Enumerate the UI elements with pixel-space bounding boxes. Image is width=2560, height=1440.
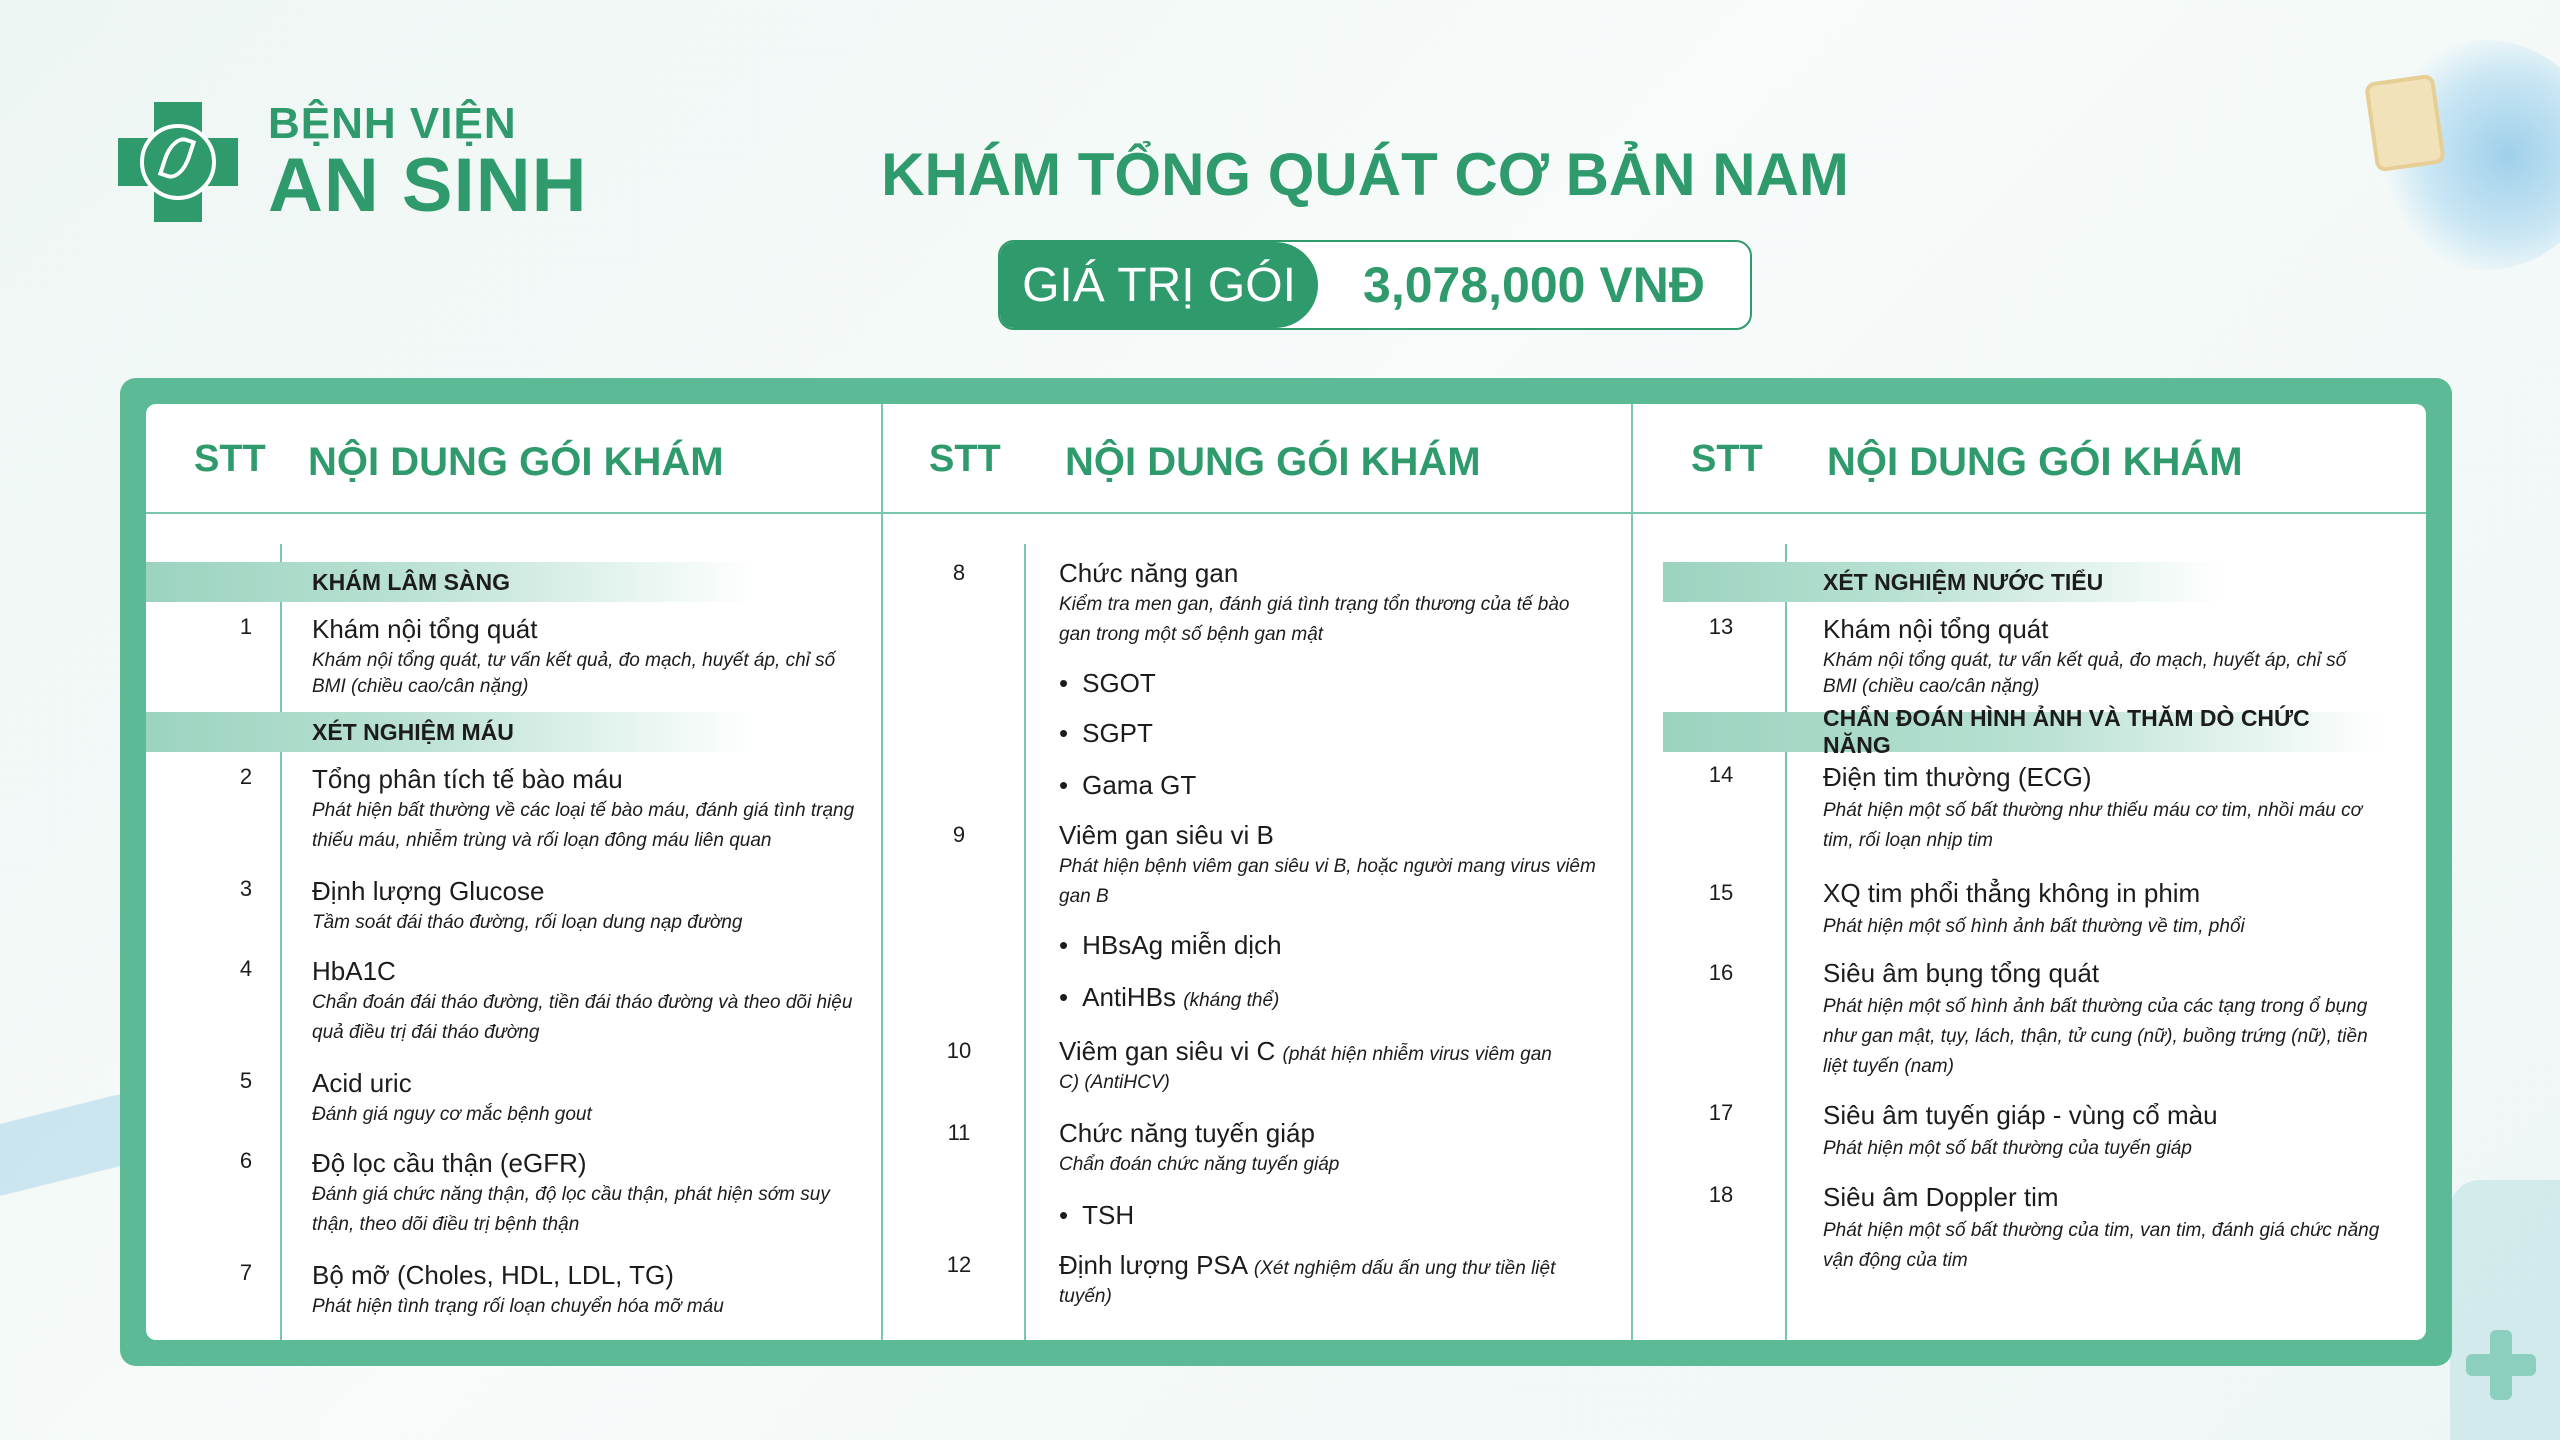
column-header: [146, 404, 881, 514]
item-description: Phát hiện bệnh viêm gan siêu vi B, hoặc người mang virus viêm gan B: [1059, 856, 1596, 907]
row-number: 15: [1708, 880, 1734, 905]
section-header: XÉT NGHIỆM MÁU: [146, 712, 756, 752]
row-number: 16: [1708, 960, 1734, 985]
row-number: 9: [952, 822, 966, 847]
item-title: Định lượng Glucose: [312, 876, 545, 906]
item-title: Siêu âm tuyến giáp - vùng cổ màu: [1823, 1100, 2218, 1130]
item-title: Khám nội tổng quát: [312, 614, 538, 644]
row-number: 1: [239, 614, 253, 639]
row-number: 12: [946, 1252, 972, 1277]
item-description: Phát hiện một số hình ảnh bất thường về tim, phổi: [1823, 916, 2245, 937]
item-title: Viêm gan siêu vi B: [1059, 820, 1274, 850]
test-bullet: • SGPT: [1059, 718, 1153, 749]
test-bullet: • SGOT: [1059, 668, 1156, 699]
item-title: Khám nội tổng quát: [1823, 614, 2049, 644]
test-bullet: • HBsAg miễn dịch: [1059, 930, 1282, 961]
item-title: Điện tim thường (ECG): [1823, 762, 2092, 792]
section-header: CHẨN ĐOÁN HÌNH ẢNH VÀ THĂM DÒ CHỨC NĂNG: [1663, 712, 2383, 752]
row-number: 11: [947, 1120, 971, 1145]
column-header: [1633, 404, 2426, 514]
content-header: NỘI DUNG GÓI KHÁM: [308, 440, 724, 484]
stt-header: STT: [1691, 438, 1763, 480]
row-number: 5: [239, 1068, 253, 1093]
column-header: [883, 404, 1631, 514]
item-description: Phát hiện một số bất thường của tuyến giáp: [1823, 1138, 2192, 1159]
item-description: Khám nội tổng quát, tư vấn kết quả, đo mạch, huyết áp, chỉ số BMI (chiều cao/cân nặng): [1823, 650, 2347, 697]
content-header: NỘI DUNG GÓI KHÁM: [1065, 440, 1481, 484]
content-header: NỘI DUNG GÓI KHÁM: [1827, 440, 2243, 484]
logo-line1: BỆNH VIỆN: [268, 99, 517, 148]
row-number: 13: [1708, 614, 1734, 639]
row-number: 7: [239, 1260, 253, 1285]
page-title: KHÁM TỔNG QUÁT CƠ BẢN NAM: [881, 141, 1849, 208]
stt-header: STT: [194, 438, 266, 480]
package-panel: [120, 378, 2452, 1366]
item-title: Viêm gan siêu vi C (phát hiện nhiễm virus viêm gan: [1059, 1036, 1552, 1066]
item-title: Độ lọc cầu thận (eGFR): [312, 1148, 587, 1178]
item-description: Chẩn đoán chức năng tuyến giáp: [1059, 1154, 1340, 1175]
item-title: XQ tim phổi thẳng không in phim: [1823, 878, 2201, 908]
row-number: 14: [1708, 762, 1734, 787]
row-number: 8: [952, 560, 966, 585]
row-number: 17: [1708, 1100, 1734, 1125]
stt-header: STT: [929, 438, 1001, 480]
item-title: Chức năng gan: [1059, 558, 1239, 588]
item-title: HbA1C: [312, 956, 396, 986]
package-table: [146, 404, 2426, 1340]
test-bullet: • Gama GT: [1059, 770, 1196, 801]
row-number: 10: [946, 1038, 972, 1063]
item-description: Phát hiện một số bất thường như thiếu máu cơ tim, nhồi máu cơ tim, rối loạn nhịp tim: [1823, 800, 2363, 851]
row-number: 2: [239, 764, 253, 789]
price-value: 3,078,000 VNĐ: [1363, 257, 1705, 313]
bottle-decoration: [2450, 1180, 2560, 1440]
item-title: Bộ mỡ (Choles, HDL, LDL, TG): [312, 1260, 674, 1290]
item-description: Phát hiện bất thường về các loại tế bào máu, đánh giá tình trạng thiếu máu, nhiễm trùng và rối loạn đông máu liên quan: [312, 800, 855, 851]
test-bullet: • AntiHBs (kháng thể): [1059, 982, 1279, 1013]
item-title: Siêu âm Doppler tim: [1823, 1182, 2059, 1212]
item-description: Tầm soát đái tháo đường, rối loạn dung nạp đường: [312, 912, 743, 933]
item-description: Khám nội tổng quát, tư vấn kết quả, đo mạch, huyết áp, chỉ số BMI (chiều cao/cân nặng): [312, 650, 836, 697]
item-title: Chức năng tuyến giáp: [1059, 1118, 1315, 1148]
section-header: KHÁM LÂM SÀNG: [146, 562, 756, 602]
item-title: Acid uric: [312, 1068, 412, 1098]
item-description: Phát hiện một số hình ảnh bất thường của các tạng trong ổ bụng như gan mật, tụy, lách, thận, tử cung (nữ), buồng trứng (nữ), tiền liệt tuyến (nam): [1823, 996, 2368, 1077]
medical-cross-icon: [2466, 1330, 2536, 1400]
item-description: Đánh giá chức năng thận, độ lọc cầu thận, phát hiện sớm suy thận, theo dõi điều trị bệnh thận: [312, 1184, 830, 1235]
item-description: C) (AntiHCV): [1059, 1072, 1170, 1093]
item-description: Kiểm tra men gan, đánh giá tình trạng tổn thương của tế bào gan trong một số bệnh gan mật: [1059, 594, 1570, 645]
test-bullet: • TSH: [1059, 1200, 1134, 1231]
item-description: tuyến): [1059, 1286, 1112, 1307]
item-title: Siêu âm bụng tổng quát: [1823, 958, 2100, 988]
item-title: Định lượng PSA (Xét nghiệm dấu ấn ung thư tiền liệt: [1059, 1250, 1556, 1280]
item-description: Phát hiện tình trạng rối loạn chuyển hóa mỡ máu: [312, 1296, 724, 1317]
column-2: [881, 404, 1631, 1340]
row-number: 3: [239, 876, 253, 901]
package-price: [998, 240, 1752, 330]
section-header: XÉT NGHIỆM NƯỚC TIỂU: [1663, 562, 2223, 602]
row-number: 18: [1708, 1182, 1734, 1207]
price-label: GIÁ TRỊ GÓI: [1000, 242, 1318, 328]
item-description: Chẩn đoán đái tháo đường, tiền đái tháo đường và theo dõi hiệu quả điều trị đái tháo đường: [312, 992, 853, 1043]
column-3: [1631, 404, 2426, 1340]
item-description: Đánh giá nguy cơ mắc bệnh gout: [312, 1104, 592, 1125]
item-title: Tổng phân tích tế bào máu: [312, 764, 623, 794]
item-description: Phát hiện một số bất thường của tim, van tim, đánh giá chức năng vận động của tim: [1823, 1220, 2380, 1271]
row-number: 4: [239, 956, 253, 981]
logo-line2: AN SINH: [268, 143, 588, 229]
row-number: 6: [239, 1148, 253, 1173]
column-1: [146, 404, 881, 1340]
